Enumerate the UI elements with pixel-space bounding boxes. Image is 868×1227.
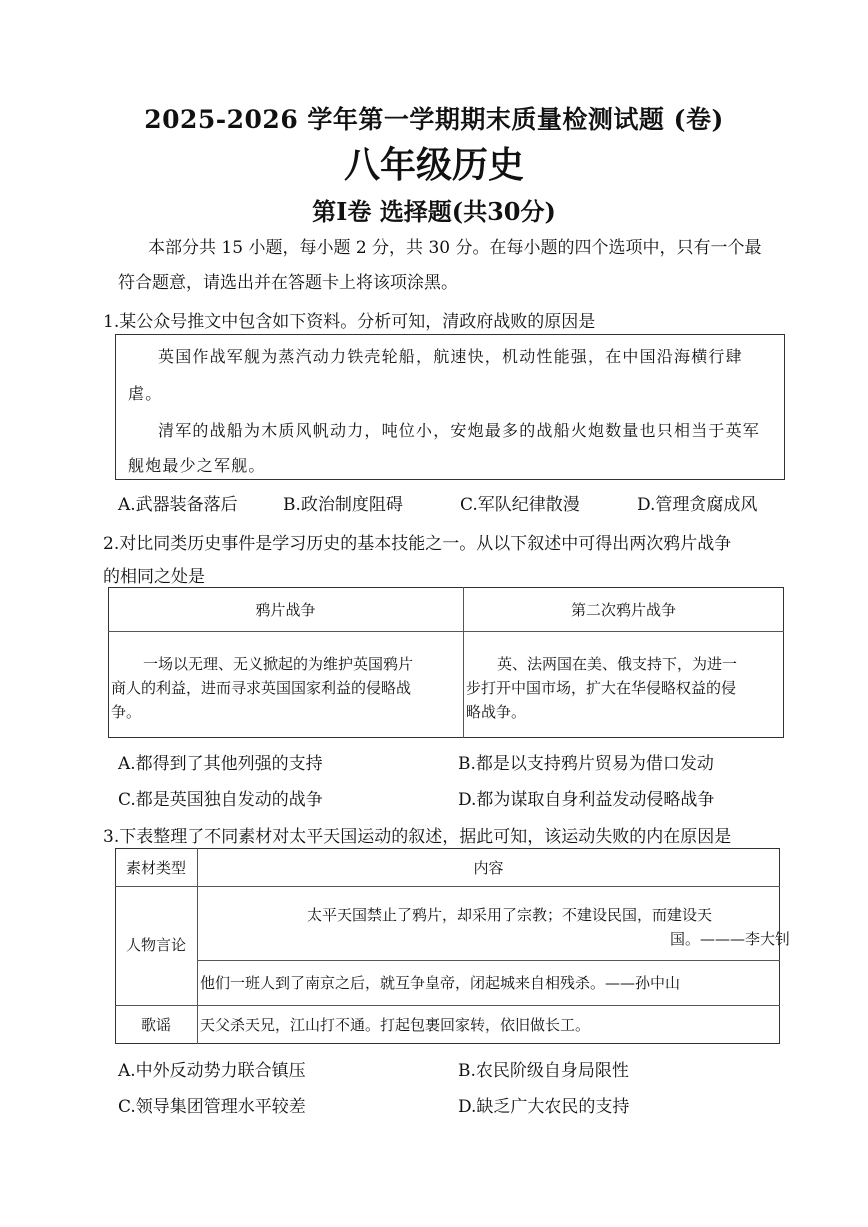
instructions-line2: 符合题意，请选出并在答题卡上将该项涂黑。 — [118, 273, 458, 293]
q2-table-left-line1: 一场以无理、无义掀起的为维护英国鸦片 — [143, 655, 414, 673]
q2-option-c: C.都是英国独自发动的战争 — [118, 790, 323, 810]
q3-stem: 3.下表整理了不同素材对太平天国运动的叙述，据此可知，该运动失败的内在原因是 — [103, 827, 732, 847]
q2-table-right-line1: 英、法两国在美、俄支持下，为进一 — [497, 655, 738, 673]
q3-table-quote2: 他们一班人到了南京之后，就互争皇帝，闭起城来自相残杀。——孙中山 — [200, 974, 681, 992]
q1-stem: 1.某公众号推文中包含如下资料。分析可知，清政府战败的原因是 — [103, 312, 596, 332]
q2-table-left-line3: 争。 — [111, 703, 142, 721]
q1-option-a: A.武器装备落后 — [118, 495, 238, 515]
q3-table-type-speech: 人物言论 — [125, 936, 186, 954]
q1-material-p1a: 英国作战军舰为蒸汽动力铁壳轮船，航速快，机动性能强，在中国沿海横行肆 — [158, 347, 743, 366]
q3-table-ballad-divider — [115, 1005, 780, 1006]
q2-table-header-divider — [108, 631, 784, 632]
q1-option-d: D.管理贪腐成风 — [637, 495, 758, 515]
q2-table-head-right: 第二次鸦片战争 — [570, 601, 676, 619]
q3-option-d: D.缺乏广大农民的支持 — [458, 1097, 630, 1117]
q3-option-b: B.农民阶级自身局限性 — [458, 1061, 629, 1081]
q1-material-p2b: 舰炮最少之军舰。 — [128, 456, 266, 475]
q2-table-right-line3: 略战争。 — [466, 703, 527, 721]
q3-option-a: A.中外反动势力联合镇压 — [118, 1061, 306, 1081]
exam-title: 2025-2026 学年第一学期期末质量检测试题 (卷) — [144, 105, 724, 134]
q3-table-ballad: 天父杀天兄，江山打不通。打起包裹回家转，依旧做长工。 — [200, 1016, 591, 1034]
q1-option-c: C.军队纪律散漫 — [460, 495, 580, 515]
q2-option-d: D.都为谋取自身利益发动侵略战争 — [458, 790, 715, 810]
section-title: 第Ⅰ卷 选择题(共30分) — [312, 197, 556, 226]
instructions-line1: 本部分共 15 小题，每小题 2 分，共 30 分。在每小题的四个选项中，只有一个最 — [148, 238, 762, 258]
q1-material-p2a: 清军的战船为木质风帆动力，吨位小，安炮最多的战船火炮数量也只相当于英军 — [158, 421, 761, 440]
q2-table-right-line2: 步打开中国市场，扩大在华侵略权益的侵 — [466, 679, 737, 697]
q1-option-b: B.政治制度阻碍 — [283, 495, 403, 515]
q3-table-head-content: 内容 — [473, 859, 504, 877]
q2-option-b: B.都是以支持鸦片贸易为借口发动 — [458, 754, 714, 774]
q3-table-type-ballad: 歌谣 — [140, 1016, 171, 1034]
q2-stem-line2: 的相同之处是 — [103, 567, 205, 587]
q3-table-quote1-line1: 太平天国禁止了鸦片，却采用了宗教；不建设民国，而建设天 — [307, 906, 713, 924]
q2-option-a: A.都得到了其他列强的支持 — [118, 754, 323, 774]
q3-table-quote1-line2: 国。———李大钊 — [670, 930, 791, 948]
subject-title: 八年级历史 — [343, 144, 524, 186]
q1-material-p1b: 虐。 — [128, 384, 163, 403]
q3-option-c: C.领导集团管理水平较差 — [118, 1097, 306, 1117]
q2-table-head-left: 鸦片战争 — [255, 601, 316, 619]
q3-table-header-divider — [115, 886, 780, 887]
q3-table-head-type: 素材类型 — [125, 859, 186, 877]
q2-table-left-line2: 商人的利益，进而寻求英国国家利益的侵略战 — [111, 679, 412, 697]
q2-stem-line1: 2.对比同类历史事件是学习历史的基本技能之一。从以下叙述中可得出两次鸦片战争 — [103, 534, 732, 554]
q3-table-quote-divider — [197, 960, 780, 961]
